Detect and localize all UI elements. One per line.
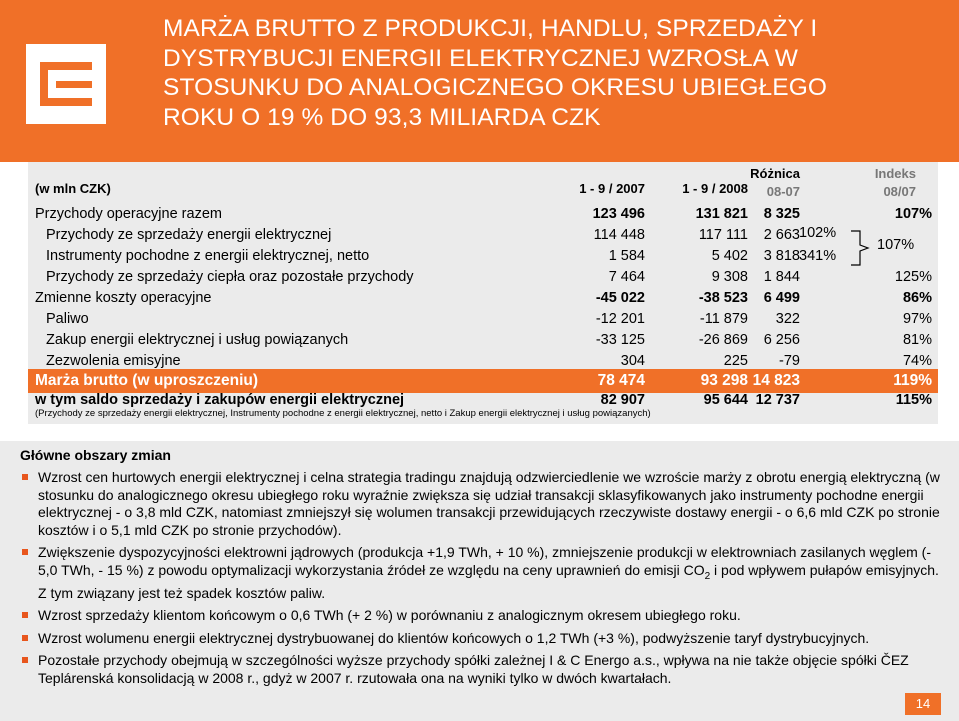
bullet-text: i pod wpływem pułapów emisyjnych. Z tym związany jest też spadek kosztów paliw.	[38, 561, 939, 601]
title-line: DYSTRYBUCJI ENERGII ELEKTRYCZNEJ WZROSŁA W	[163, 44, 798, 72]
bullet-text: Wzrost wolumenu energii elektrycznej dystrybuowanej do klientów końcowych o 1,2 TWh (+3 %), podwyższenie taryf dystrybucyjnych.	[38, 629, 870, 646]
table-row	[28, 204, 938, 225]
bullet-text: Wzrost sprzedaży klientom końcowym o 0,6 TWh (+ 2 %) w porównaniu z analogicznym okresem ubiegłego roku.	[38, 607, 741, 624]
row-label: w tym saldo sprzedaży i zakupów energii elektrycznej	[35, 392, 405, 408]
row-label: Paliwo	[46, 311, 89, 327]
bullet-square-icon	[22, 474, 28, 480]
col-index-header-bottom: 08/07	[883, 184, 916, 199]
bullet-square-icon	[22, 612, 28, 618]
table-row	[28, 288, 938, 309]
cell-value: 1 844	[763, 269, 800, 285]
row-label: Zmienne koszty operacyjne	[35, 290, 212, 306]
table-footnote: (Przychody ze sprzedaży energii elektrycznej, Instrumenty pochodne z energii elektrycznej, netto i Zakup energii elektrycznej i usług powiązanych)	[35, 408, 651, 419]
cell-value: 225	[723, 353, 748, 369]
cell-value: -38 523	[698, 290, 748, 306]
cell-value: 1 584	[608, 248, 645, 264]
cell-value: -33 125	[595, 332, 645, 348]
cell-value: 95 644	[703, 392, 748, 408]
cell-value: 2 663	[763, 227, 800, 243]
bullet-text: Zwiększenie dyspozycyjności elektrowni jądrowych (produkcja +1,9 TWh, + 10 %), zmniejszenie produkcji w elektrowniach zasilanych węglem (- 5,0 TWh, - 15 %) z powodu optymalizacji wykorzystania źródeł ze względu na ceny uprawnień do emisji CO	[38, 544, 931, 578]
list-item	[20, 469, 940, 539]
split-percent-a: 102%	[799, 225, 837, 241]
section-title: Główne obszary zmian	[20, 447, 171, 463]
cell-value: 86%	[902, 290, 932, 306]
cell-value: 304	[620, 353, 645, 369]
bullet-square-icon	[22, 635, 28, 641]
subscript: 2	[704, 570, 711, 582]
unit-label: (w mln CZK)	[35, 181, 111, 196]
list-item	[20, 544, 940, 602]
cell-value: 74%	[902, 353, 932, 369]
cell-value: -12 201	[595, 311, 645, 327]
bullet-list	[20, 469, 940, 692]
cell-value: 131 821	[695, 206, 748, 222]
cell-value: 93 298	[700, 372, 748, 389]
row-label: Przychody ze sprzedaży energii elektrycznej	[46, 227, 332, 243]
col-index-header-top: Indeks	[874, 166, 916, 181]
cell-value: 14 823	[752, 372, 800, 389]
cell-value: 6 499	[763, 290, 800, 306]
cell-value: 114 448	[593, 227, 645, 243]
cell-value: 7 464	[608, 269, 645, 285]
bullet-text: Wzrost cen hurtowych energii elektrycznej i celna strategia tradingu znajdują odzwierciedlenie we wzroście marży z obrotu energią elektryczną (w stosunku do analogicznego okresu ubiegłego roku wyraźnie zwiększa się udział transakcji sklasyfikowanych jako instrumenty pochodne energii elektrycznej - o 3,8 mld CZK, natomiast zmniejszył się wolumen transakcji przewidujących rzeczywiste dostawy energii - o 6,6 mld CZK po stronie kosztów i o 5,1 mld CZK po stronie przychodów).	[38, 469, 940, 538]
list-item	[20, 630, 940, 648]
brace-icon	[848, 228, 878, 268]
title-line: ROKU O 19 % DO 93,3 MILIARDA CZK	[163, 103, 601, 131]
table-header-row	[28, 164, 938, 204]
cell-value: 81%	[902, 332, 932, 348]
cell-value: 8 325	[763, 206, 800, 222]
cell-value: 115%	[895, 392, 932, 408]
title-line: STOSUNKU DO ANALOGICZNEGO OKRESU UBIEGŁEGO	[163, 74, 828, 101]
cell-value: 3 818	[763, 248, 800, 264]
cell-value: -26 869	[698, 332, 748, 348]
table-row	[28, 330, 938, 351]
col-2007-header: 1 - 9 / 2007	[579, 181, 645, 196]
col-diff-header-bottom: 08-07	[766, 184, 800, 199]
cell-value: 123 496	[592, 206, 645, 222]
row-label: Marża brutto (w uproszczeniu)	[35, 372, 259, 389]
col-2008-header: 1 - 9 / 2008	[682, 181, 748, 196]
cell-value: 117 111	[698, 227, 748, 243]
row-label: Instrumenty pochodne z energii elektrycznej, netto	[46, 248, 370, 264]
cell-value: 322	[775, 311, 800, 327]
cell-value: 97%	[902, 311, 932, 327]
cell-value: 5 402	[711, 248, 748, 264]
cell-value: 78 474	[597, 372, 645, 389]
bullet-square-icon	[22, 549, 28, 555]
page-number: 14	[905, 693, 941, 715]
cez-logo-icon	[26, 44, 106, 124]
list-item	[20, 652, 940, 687]
bullet-square-icon	[22, 657, 28, 663]
table-row	[28, 267, 938, 288]
col-diff-header-top: Różnica	[750, 166, 800, 181]
row-label: Przychody operacyjne razem	[35, 206, 222, 222]
split-percent-total: 107%	[877, 237, 915, 253]
cell-value: 82 907	[600, 392, 645, 408]
slide-header	[0, 0, 959, 162]
cell-value: 125%	[894, 269, 932, 285]
row-label: Przychody ze sprzedaży ciepła oraz pozostałe przychody	[46, 269, 414, 285]
row-label: Zezwolenia emisyjne	[46, 353, 181, 369]
main-changes-section	[0, 441, 959, 721]
cell-value: 6 256	[763, 332, 800, 348]
cell-value: 12 737	[755, 392, 800, 408]
list-item	[20, 607, 940, 625]
page-title	[163, 14, 933, 132]
split-percent-b: 341%	[799, 248, 837, 264]
cell-value: -45 022	[595, 290, 645, 306]
cell-value: 107%	[894, 206, 932, 222]
row-label: Zakup energii elektrycznej i usług powiązanych	[46, 332, 349, 348]
cell-value: 9 308	[711, 269, 748, 285]
cell-value: -79	[779, 353, 800, 369]
bullet-text: Pozostałe przychody obejmują w szczególności wyższe przychody spółki zależnej I & C Energo a.s., wpływa na nie także objęcie spółki ČEZ Teplárenská konsolidacją w 2008 r., gdyż w 2007 r. rzutowała ona na wyniki tylko w dwóch kwartałach.	[38, 652, 909, 686]
title-line: MARŻA BRUTTO Z PRODUKCJI, HANDLU, SPRZEDAŻY I	[163, 15, 818, 42]
cell-value: -11 879	[699, 311, 748, 327]
cell-value: 119%	[893, 372, 932, 389]
table-row	[28, 309, 938, 330]
financial-table	[28, 162, 938, 424]
